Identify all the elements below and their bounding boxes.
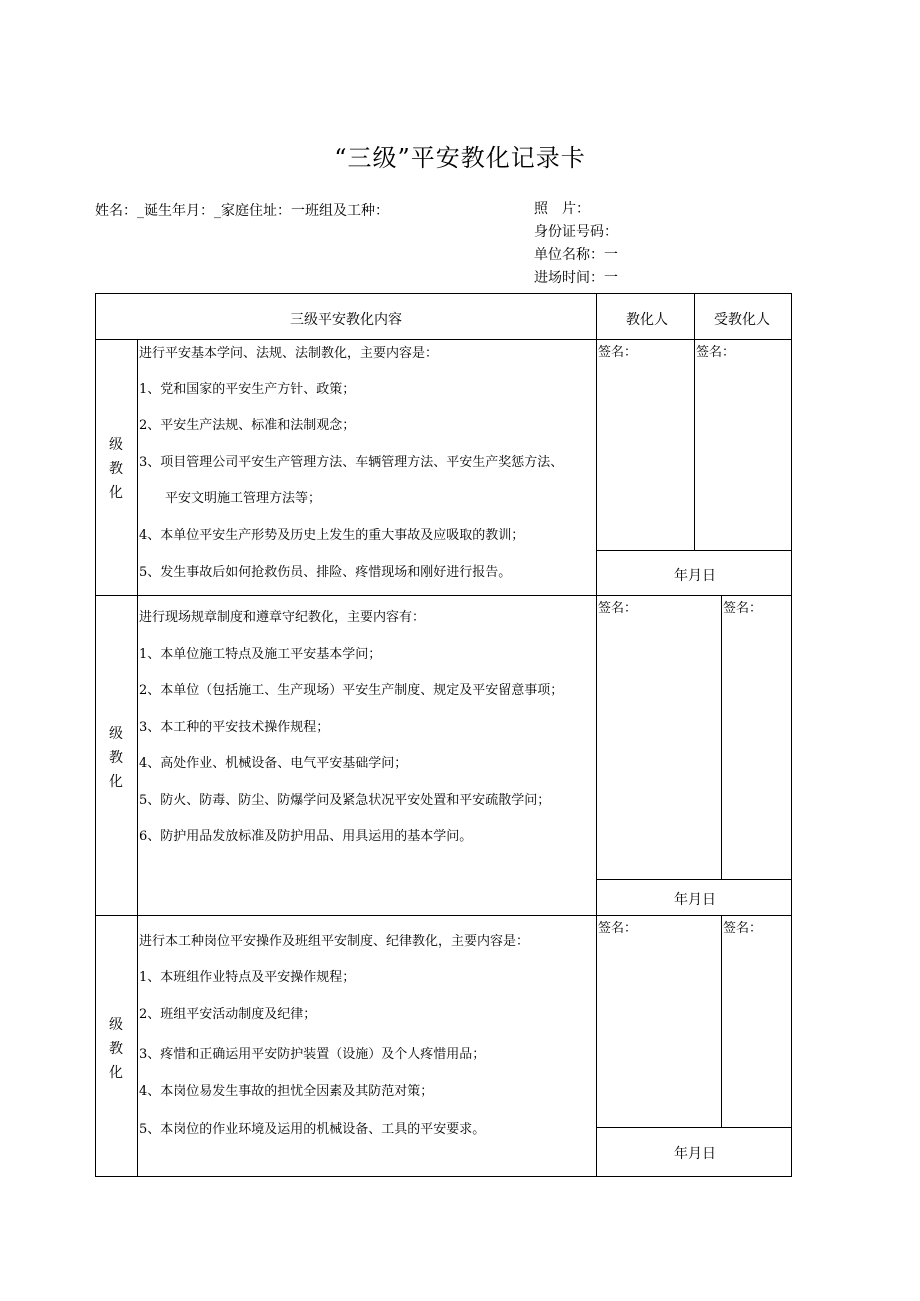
stage-label-2: 级 教 化 [109,726,123,790]
stage-label-3: 级 教 化 [109,1017,123,1081]
content-line: 2、班组平安活动制度及纪律； [139,1007,317,1022]
content-line: 1、党和国家的平安生产方针、政策； [139,382,356,397]
content-line: 平安文明施工管理方法等； [139,491,322,506]
content-line: 4、本岗位易发生事故的担忧全因素及其防范对策； [139,1084,434,1099]
header-educator: 教化人 [626,312,668,328]
educatee-signature-label: 签名： [723,601,763,616]
educatee-signature-label: 签名： [696,345,736,360]
stage-label-1: 级 教 化 [109,437,123,501]
educator-signature-label: 签名： [598,601,638,616]
content-line: 4、高处作业、机械设备、电气平安基础学问； [139,756,408,771]
content-line: 5、防火、防毒、防尘、防爆学问及紧急状况平安处置和平安疏散学问； [139,793,551,808]
content-line: 3、疼惜和正确运用平安防护装置（设施）及个人疼惜用品； [139,1047,486,1062]
personal-info-block [534,200,618,292]
content-line: 1、本班组作业特点及平安操作规程； [139,970,356,985]
content-line: 1、本单位施工特点及施工平安基本学问； [139,647,382,662]
header-content: 三级平安教化内容 [290,312,402,328]
content-line: 5、发生事故后如何抢救伤员、排险、疼惜现场和刚好进行报告。 [139,565,512,580]
content-line: 进行本工种岗位平安操作及班组平安制度、纪律教化，主要内容是： [139,934,530,949]
content-line: 6、防护用品发放标准及防护用品、用具运用的基本学问。 [139,829,473,844]
educatee-signature-label: 签名： [723,921,763,936]
educator-signature-label: 签名： [598,921,638,936]
unit-name-field: 单位名称：一 [534,247,618,263]
content-line: 进行现场规章制度和遵章守纪教化，主要内容有： [139,610,426,625]
content-line: 4、本单位平安生产形势及历史上发生的重大事故及应吸取的教训； [139,528,525,543]
personal-info-line: 姓名：_诞生年月：_家庭住址：一班组及工种： [95,203,389,219]
content-line: 3、本工种的平安技术操作规程； [139,720,330,735]
educator-signature-label: 签名： [598,345,638,360]
entry-time-field: 进场时间：一 [534,270,618,286]
content-line: 2、本单位（包括施工、生产现场）平安生产制度、规定及平安留意事项； [139,683,564,698]
content-line: 3、项目管理公司平安生产管理方法、车辆管理方法、平安生产奖惩方法、 [139,455,564,470]
date-label: 年月日 [674,1146,716,1162]
header-educatee: 受教化人 [714,312,770,328]
content-line: 5、本岗位的作业环境及运用的机械设备、工具的平安要求。 [139,1122,486,1137]
photo-field: 照 片： [534,201,590,217]
date-label: 年月日 [674,568,716,584]
date-label: 年月日 [674,892,716,908]
content-line: 进行平安基本学问、法规、法制教化，主要内容是： [139,346,439,361]
id-number-field: 身份证号码： [534,224,618,240]
content-line: 2、平安生产法规、标准和法制观念； [139,418,356,433]
page-title: “三级”平安教化记录卡 [334,144,586,172]
